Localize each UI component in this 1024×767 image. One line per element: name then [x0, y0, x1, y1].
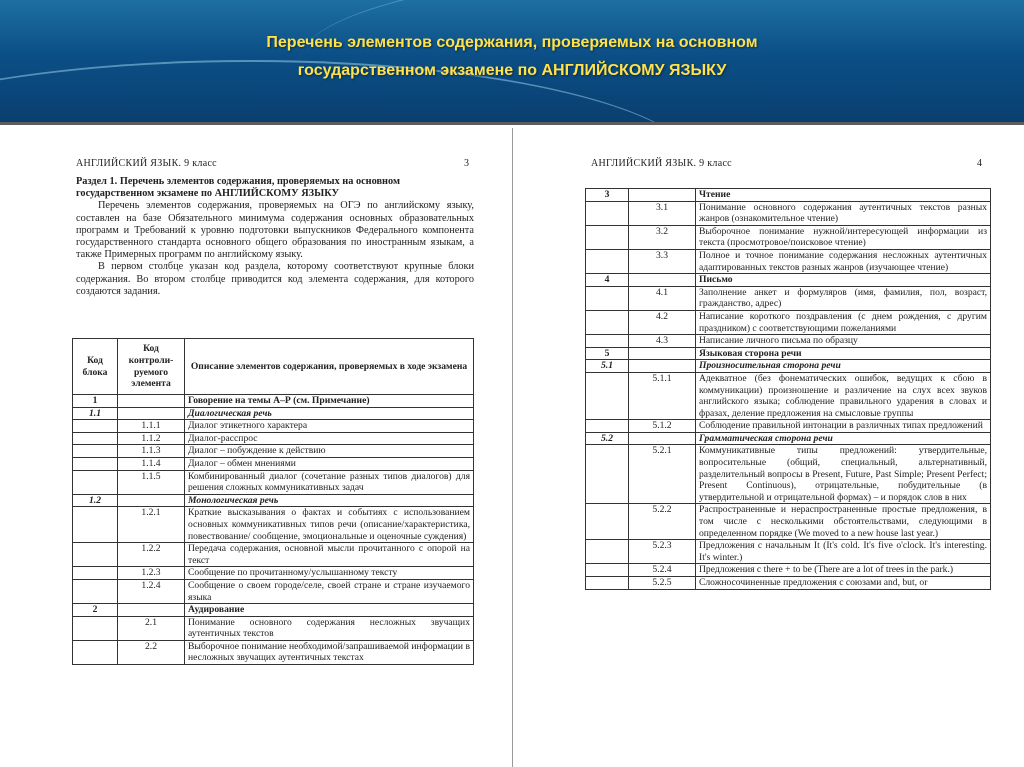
block-code-cell: 1.1 [73, 407, 118, 420]
description-cell: Соблюдение правильной интонации в различных типах предложений [696, 420, 991, 433]
table-row [586, 577, 991, 590]
table-row [73, 470, 474, 494]
element-code-cell: 3.1 [629, 201, 696, 225]
element-code-cell: 4.2 [629, 310, 696, 334]
table-row [586, 445, 991, 504]
description-cell: Полное и точное понимание содержания несложных аутентичных адаптированных текстов разных жанров (изучающее чтение) [696, 249, 991, 273]
banner-title-line-1: Перечень элементов содержания, проверяемых на основном [266, 34, 758, 51]
section-row [586, 347, 991, 360]
block-code-cell [73, 579, 118, 603]
element-code-cell: 5.1.1 [629, 372, 696, 419]
element-code-cell [629, 347, 696, 360]
column-header: Описание элементов содержания, проверяемых в ходе экзамена [185, 339, 474, 395]
table-row [73, 579, 474, 603]
element-code-cell: 1.2.3 [118, 567, 185, 580]
table-header-row [73, 339, 474, 395]
subsection-row [586, 360, 991, 373]
element-code-cell [118, 395, 185, 408]
block-code-cell [586, 564, 629, 577]
description-cell: Диалог этикетного характера [185, 420, 474, 433]
table-row [586, 540, 991, 564]
block-code-cell: 5.1 [586, 360, 629, 373]
block-code-cell [586, 286, 629, 310]
element-code-cell: 1.2.4 [118, 579, 185, 603]
block-code-cell: 1 [73, 395, 118, 408]
element-code-cell: 5.2.1 [629, 445, 696, 504]
table-row [73, 420, 474, 433]
description-cell: Сообщение о своем городе/селе, своей стране и стране изучаемого языка [185, 579, 474, 603]
description-cell: Передача содержания, основной мысли прочитанного с опорой на текст [185, 543, 474, 567]
block-code-cell: 1.2 [73, 494, 118, 507]
element-code-cell: 1.1.5 [118, 470, 185, 494]
block-code-cell: 2 [73, 604, 118, 617]
section-row [73, 395, 474, 408]
table-row [586, 335, 991, 348]
block-code-cell [586, 420, 629, 433]
description-cell: Комбинированный диалог (сочетание разных типов диалогов) для решения сложных коммуникативных задач [185, 470, 474, 494]
description-cell: Краткие высказывания о фактах и событиях с использованием основных коммуникативных типов речи (описание/характеристика, повествование/ сообщение, эмоциональные и оценочные суждения) [185, 507, 474, 543]
title-banner [0, 0, 1024, 122]
block-code-cell [73, 640, 118, 664]
description-cell: Языковая сторона речи [696, 347, 991, 360]
description-cell: Коммуникативные типы предложений: утвердительные, вопросительные (общий, специальный, альтернативный, разделительный вопросы в Present, Future, Past Simple; Present Perfect; Present Continuous), отрицательные, побудительные (в утвердительной и отрицательной формах) – и порядок слов в них [696, 445, 991, 504]
description-cell: Распространенные и нераспространенные простые предложения, в том числе с несколькими обстоятельствами, следующими в определенном порядке (We moved to a new house last year.) [696, 504, 991, 540]
block-code-cell [73, 457, 118, 470]
description-cell: Произносительная сторона речи [696, 360, 991, 373]
page-number: 4 [977, 158, 982, 169]
description-cell: Написание личного письма по образцу [696, 335, 991, 348]
element-code-cell [118, 604, 185, 617]
description-cell: Сложносочиненные предложения с союзами and, but, or [696, 577, 991, 590]
block-code-cell [73, 567, 118, 580]
intro-paragraph: Перечень элементов содержания, проверяемых на ОГЭ по английскому языку, составлен на базе Обязательного минимума содержания основных образовательных программ и Требований к уровню подготовки выпускников Федерального компонента государственного стандарта основного общего образования по иностранным языкам, а также Примерных программ по английскому языку. [76, 200, 474, 261]
table-row [73, 507, 474, 543]
element-code-cell: 1.1.4 [118, 457, 185, 470]
block-code-cell [586, 225, 629, 249]
table-row [586, 504, 991, 540]
block-code-cell [73, 543, 118, 567]
block-code-cell [586, 540, 629, 564]
element-code-cell: 1.2.2 [118, 543, 185, 567]
block-code-cell: 5 [586, 347, 629, 360]
table-row [586, 249, 991, 273]
description-cell: Предложения с начальным It (It's cold. It's five o'clock. It's interesting. It's winter.) [696, 540, 991, 564]
element-code-cell: 4.3 [629, 335, 696, 348]
column-header: Код блока [73, 339, 118, 395]
subsection-row [73, 407, 474, 420]
element-code-cell: 2.1 [118, 616, 185, 640]
element-code-cell: 1.1.3 [118, 445, 185, 458]
table-row [73, 567, 474, 580]
table-row [73, 432, 474, 445]
description-cell: Чтение [696, 189, 991, 202]
description-cell: Аудирование [185, 604, 474, 617]
element-code-cell: 5.2.4 [629, 564, 696, 577]
element-code-cell: 1.2.1 [118, 507, 185, 543]
description-cell: Диалогическая речь [185, 407, 474, 420]
block-code-cell [586, 249, 629, 273]
description-cell: Выборочное понимание необходимой/запрашиваемой информации в несложных звучащих аутентичных текстах [185, 640, 474, 664]
section-row [73, 604, 474, 617]
table-row [586, 420, 991, 433]
block-code-cell [586, 372, 629, 419]
table-row [73, 457, 474, 470]
description-cell: Монологическая речь [185, 494, 474, 507]
element-code-cell: 3.2 [629, 225, 696, 249]
table-row [586, 286, 991, 310]
element-code-cell [629, 432, 696, 445]
description-cell: Грамматическая сторона речи [696, 432, 991, 445]
table-row [73, 445, 474, 458]
description-cell: Диалог-расспрос [185, 432, 474, 445]
subsection-row [586, 432, 991, 445]
description-cell: Диалог – обмен мнениями [185, 457, 474, 470]
description-cell: Заполнение анкет и формуляров (имя, фамилия, пол, возраст, гражданство, адрес) [696, 286, 991, 310]
block-code-cell [73, 432, 118, 445]
description-cell: Понимание основного содержания аутентичных текстов разных жанров (ознакомительное чтение) [696, 201, 991, 225]
element-code-cell: 5.2.5 [629, 577, 696, 590]
column-header: Код контроли-руемого элемента [118, 339, 185, 395]
section-row [586, 189, 991, 202]
element-code-cell: 5.1.2 [629, 420, 696, 433]
section-intro [76, 176, 474, 298]
element-code-cell: 1.1.1 [118, 420, 185, 433]
block-code-cell [586, 504, 629, 540]
element-code-cell: 4.1 [629, 286, 696, 310]
block-code-cell [73, 470, 118, 494]
description-cell: Говорение на темы А–Р (см. Примечание) [185, 395, 474, 408]
block-code-cell [586, 445, 629, 504]
element-code-cell: 5.2.3 [629, 540, 696, 564]
table-row [586, 225, 991, 249]
block-code-cell [586, 577, 629, 590]
page-header: АНГЛИЙСКИЙ ЯЗЫК. 9 класс [591, 158, 732, 169]
section-row [586, 274, 991, 287]
banner-divider [0, 122, 1024, 125]
element-code-cell: 3.3 [629, 249, 696, 273]
element-code-cell [629, 360, 696, 373]
block-code-cell: 4 [586, 274, 629, 287]
description-cell: Выборочное понимание нужной/интересующей информации из текста (просмотровое/поисковое чтение) [696, 225, 991, 249]
block-code-cell: 3 [586, 189, 629, 202]
block-code-cell [586, 335, 629, 348]
table-row [586, 372, 991, 419]
table-row [73, 616, 474, 640]
content-elements-table [585, 188, 991, 590]
block-code-cell [73, 507, 118, 543]
description-cell: Диалог – побуждение к действию [185, 445, 474, 458]
description-cell: Понимание основного содержания несложных звучащих аутентичных текстов [185, 616, 474, 640]
block-code-cell [73, 420, 118, 433]
block-code-cell [586, 310, 629, 334]
block-code-cell: 5.2 [586, 432, 629, 445]
block-code-cell [73, 445, 118, 458]
banner-title-line-2: государственном экзамене по АНГЛИЙСКОМУ ЯЗЫКУ [297, 62, 727, 79]
block-code-cell [586, 201, 629, 225]
block-code-cell [73, 616, 118, 640]
description-cell: Сообщение по прочитанному/услышанному тексту [185, 567, 474, 580]
page-header: АНГЛИЙСКИЙ ЯЗЫК. 9 класс [76, 158, 217, 169]
element-code-cell [118, 407, 185, 420]
subsection-row [73, 494, 474, 507]
table-row [73, 640, 474, 664]
element-code-cell [629, 274, 696, 287]
banner-wave [300, 0, 1024, 122]
section-title: Раздел 1. Перечень элементов содержания, проверяемых на основном государственном экзамене по АНГЛИЙСКОМУ ЯЗЫКУ [76, 176, 400, 200]
element-code-cell [629, 189, 696, 202]
description-cell: Предложения с there + to be (There are a lot of trees in the park.) [696, 564, 991, 577]
table-row [586, 310, 991, 334]
page-number: 3 [464, 158, 469, 169]
intro-paragraph: В первом столбце указан код раздела, которому соответствуют крупные блоки содержания. Во втором столбце приводится код элемента содержания, для которого создаются задания. [76, 261, 474, 297]
table-row [586, 201, 991, 225]
table-row [586, 564, 991, 577]
element-code-cell: 2.2 [118, 640, 185, 664]
description-cell: Письмо [696, 274, 991, 287]
description-cell: Адекватное (без фонематических ошибок, ведущих к сбою в коммуникации) произношение и различение на слух всех звуков английского языка; соблюдение правильного ударения в словах и фразах, деление предложения на смысловые группы [696, 372, 991, 419]
content-elements-table [72, 338, 474, 665]
element-code-cell: 1.1.2 [118, 432, 185, 445]
document-page-4 [512, 128, 1024, 767]
element-code-cell [118, 494, 185, 507]
description-cell: Написание короткого поздравления (с днем рождения, с другим праздником) с соответствующими пожеланиями [696, 310, 991, 334]
table-row [73, 543, 474, 567]
document-page-3 [0, 128, 510, 767]
element-code-cell: 5.2.2 [629, 504, 696, 540]
